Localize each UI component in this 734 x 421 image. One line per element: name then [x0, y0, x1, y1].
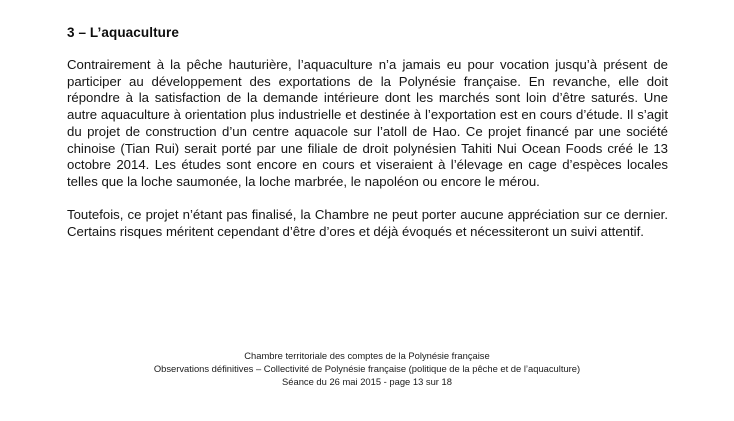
document-body	[67, 24, 668, 241]
footer-line-report-title: Observations définitives – Collectivité de Polynésie française (politique de la pêche et de l’aquaculture)	[153, 363, 581, 374]
body-paragraph-1: Contrairement à la pêche hauturière, l’aquaculture n’a jamais eu pour vocation jusqu’à présent de participer au développement des exportations de la Polynésie française. En revanche, elle doit répondre à la satisfaction de la demande intérieure dont les marchés sont loin d’être saturés. Une autre aquaculture à orientation plus industrielle et destinée à l’exportation est en cours d’étude. Il s’agit du projet de construction d’un centre aquacole sur l’atoll de Hao. Ce projet financé par une société chinoise (Tian Rui) serait porté par une filiale de droit polynésien Tahiti Nui Ocean Foods créé le 13 octobre 2014. Les études sont encore en cours et viseraient à l’élevage en cage d’espèces locales telles que la loche saumonée, la loche marbrée, le napoléon ou encore le mérou.	[67, 57, 668, 189]
footer-line-institution: Chambre territoriale des comptes de la Polynésie française	[244, 350, 490, 361]
footer-line-session-page: Séance du 26 mai 2015 - page 13 sur 18	[282, 376, 452, 387]
body-paragraph-2: Toutefois, ce projet n’étant pas finalisé, la Chambre ne peut porter aucune appréciation sur ce dernier. Certains risques méritent cependant d’être d’ores et déjà évoqués et nécessiteront un suivi attentif.	[67, 207, 668, 240]
page-footer	[0, 349, 734, 388]
section-heading: 3 – L’aquaculture	[67, 25, 179, 40]
